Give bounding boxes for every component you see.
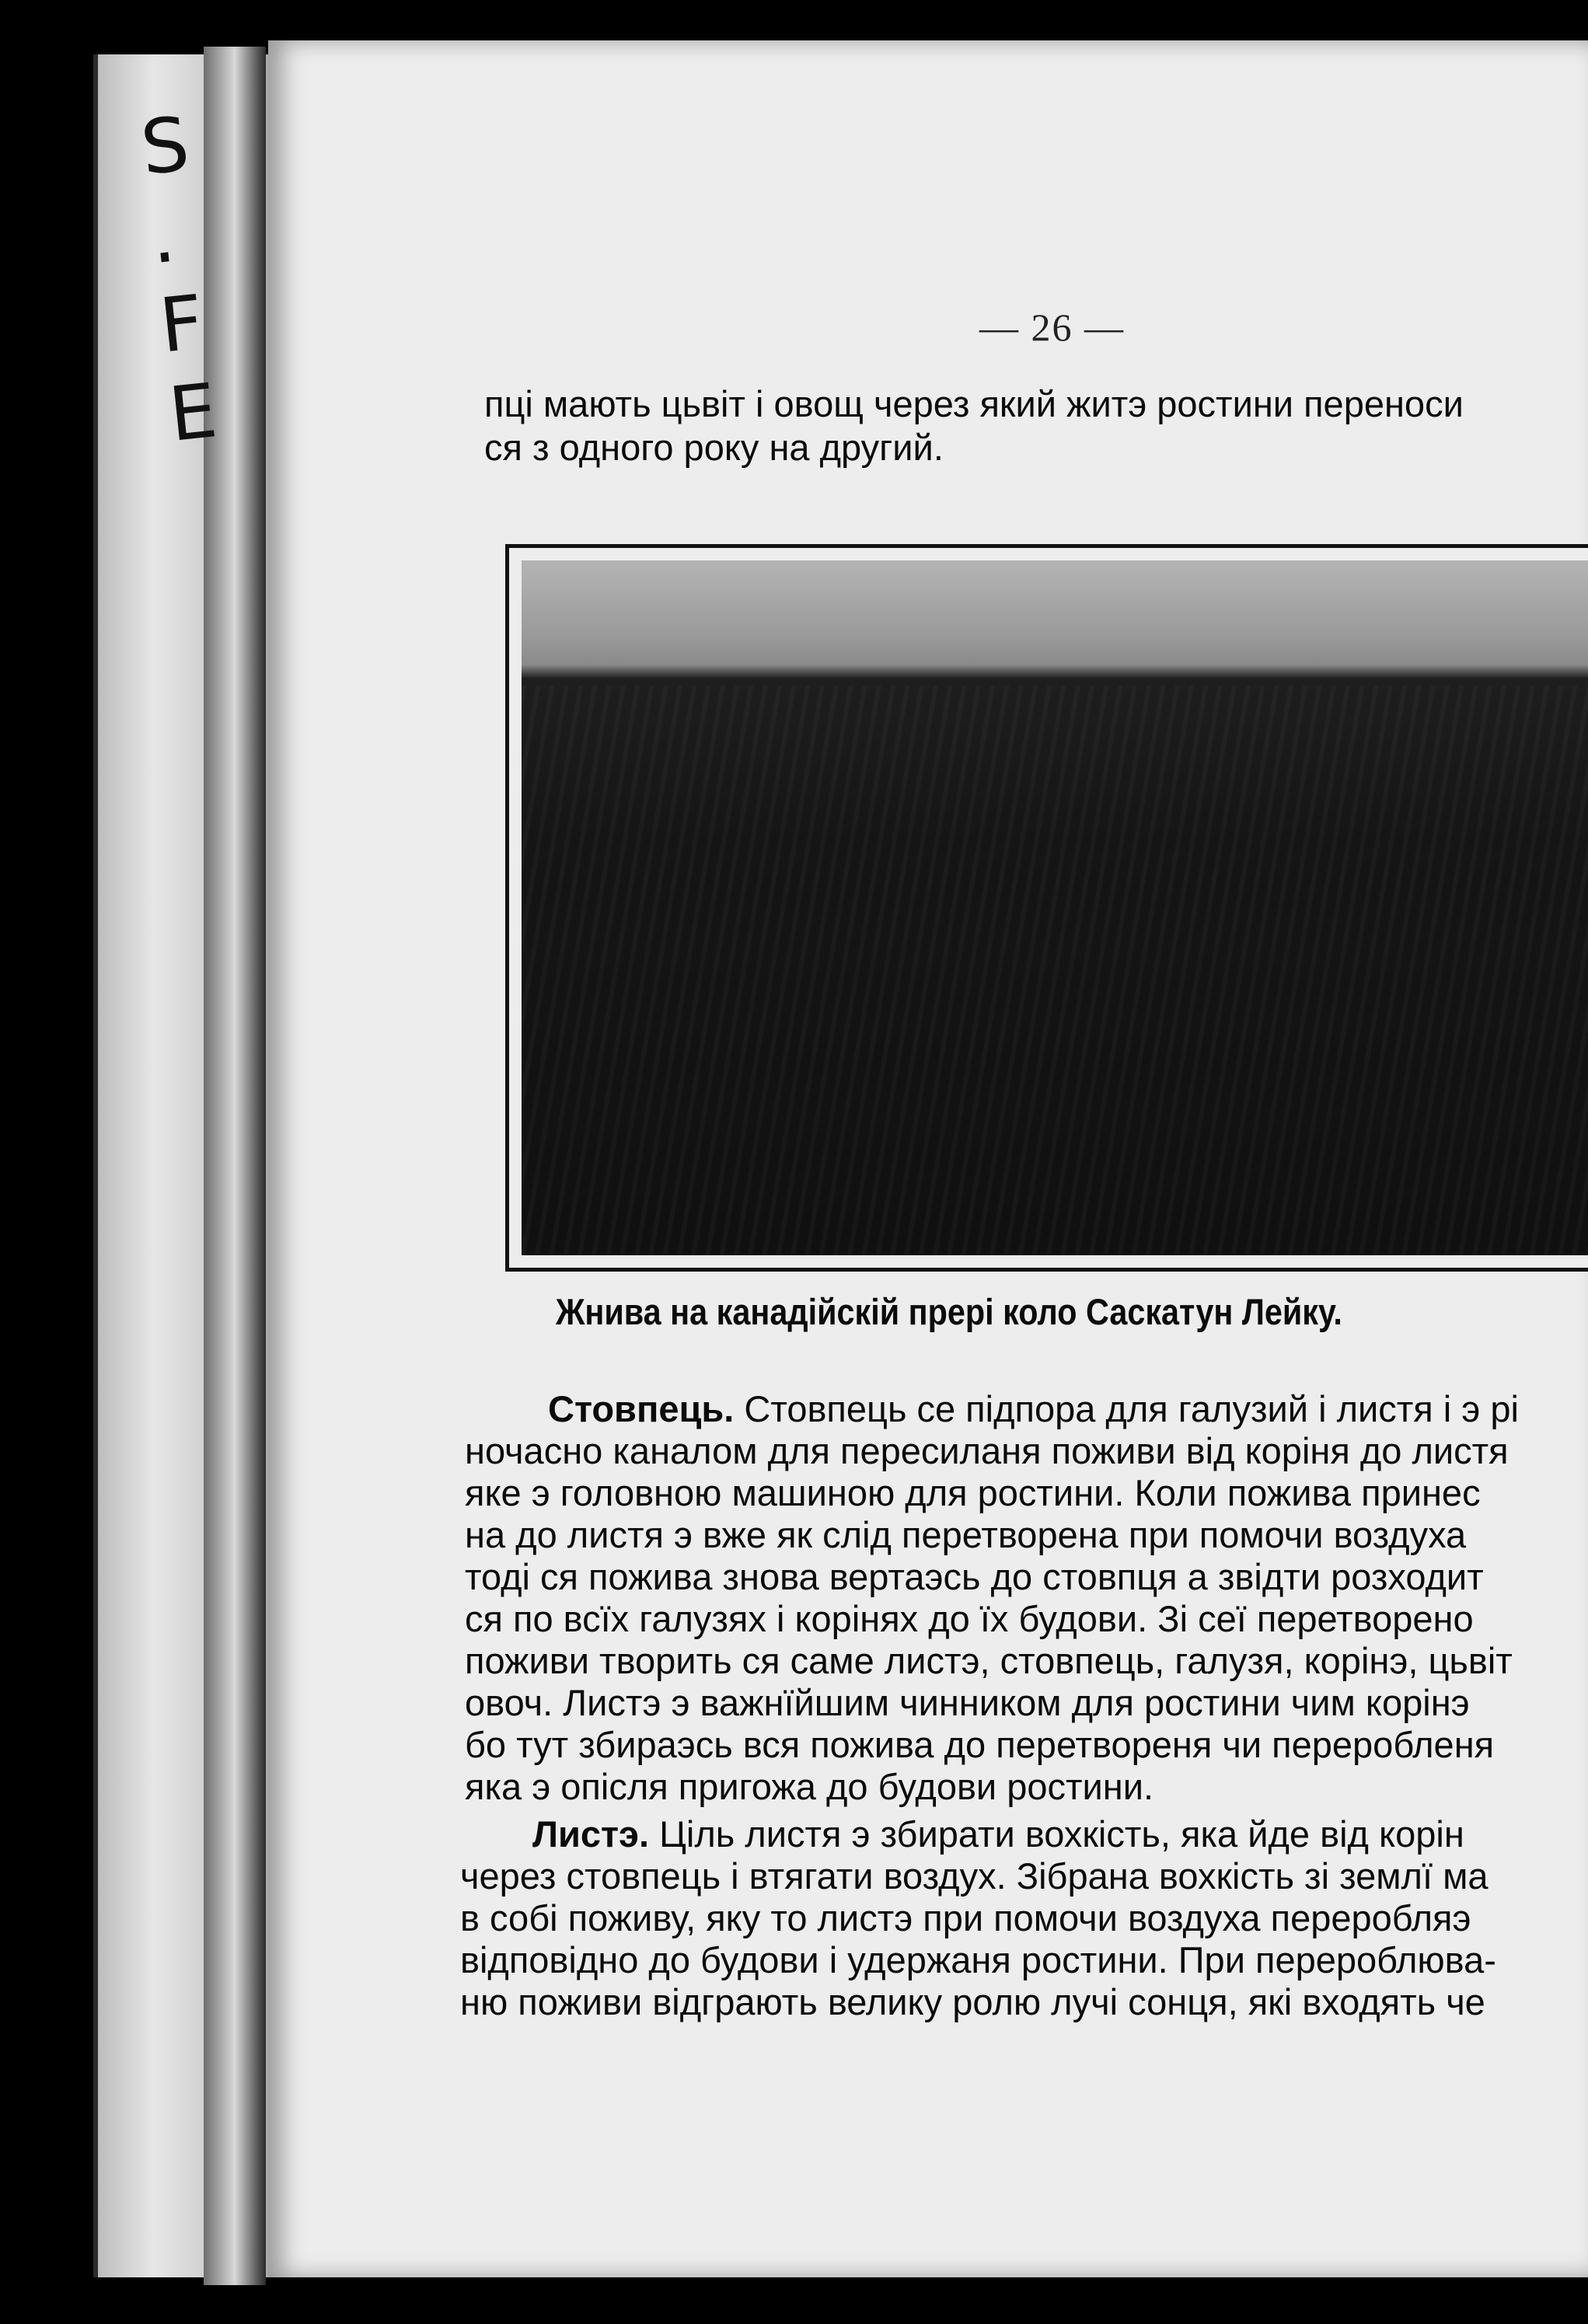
prairie-photo-image (522, 560, 1588, 1255)
paragraph-1-line: яка э опісля пригожа до будови ростини. (465, 1766, 1154, 1807)
paragraph-1-line: на до листя э вже як слід перетворена при помочи воздуха (465, 1514, 1467, 1555)
paragraph-2-first-rest: Ціль листя э збирати вохкість, яка йде від корін (649, 1813, 1464, 1855)
paragraph-1-line: ся по всїх галузях і корінях до їх будови. Зі сеї перетворено (465, 1598, 1474, 1639)
paragraph-2-line: відповідно до будови і удержаня ростини. При перероблюва- (460, 1939, 1496, 1980)
intro-line-2: ся з одного року на другий. (484, 427, 944, 468)
paragraph-1-line: овоч. Листэ э важнїйшим чинником для ростини чим корінэ (465, 1682, 1470, 1723)
paragraph-1-line: поживи творить ся саме листэ, стовпець, галузя, корінэ, цьвіт (465, 1640, 1513, 1681)
paragraph-1-line: тоді ся пожива знова вертаэсь до стовпця а звідти розходит (465, 1556, 1484, 1597)
prairie-photo (505, 544, 1588, 1272)
paragraph-1-first-rest: Стовпець се підпора для галузий і листя і э рі (734, 1388, 1519, 1429)
paragraph-2-line: ню поживи відграють велику ролю лучі сонця, які входять че (460, 1981, 1485, 2022)
paragraph-2-line: через стовпець і втягати воздух. Зібрана вохкість зі землї ма (460, 1855, 1489, 1897)
paragraph-1-line: ночасно каналом для пересиланя поживи від коріня до листя (465, 1430, 1509, 1471)
paragraph-1-first-line (548, 1387, 1519, 1430)
field-rows (522, 686, 1588, 1255)
book-page (268, 40, 1588, 2277)
margin-handwriting: S . F E (137, 100, 222, 459)
paragraph-1-line: бо тут збираэсь вся пожива до перетвореня чи переробленя (465, 1724, 1495, 1765)
paragraph-1-lead: Стовпець. (548, 1388, 735, 1429)
paragraph-1-line: яке э головною машиною для ростини. Коли пожива принес (465, 1472, 1481, 1513)
paragraph-2-line: в собі поживу, яку то листэ при помочи воздуха переробляэ (460, 1897, 1471, 1938)
paragraph-2-first-line (532, 1813, 1464, 1855)
paragraph-2-lead: Листэ. (532, 1813, 650, 1855)
photo-caption: Жнива на канадійскій прері коло Саскатун Лейку. (556, 1291, 1342, 1332)
intro-line-1: пці мають цьвіт і овощ через який житэ ростини переноси (484, 383, 1464, 424)
page-number: — 26 — (979, 305, 1125, 349)
